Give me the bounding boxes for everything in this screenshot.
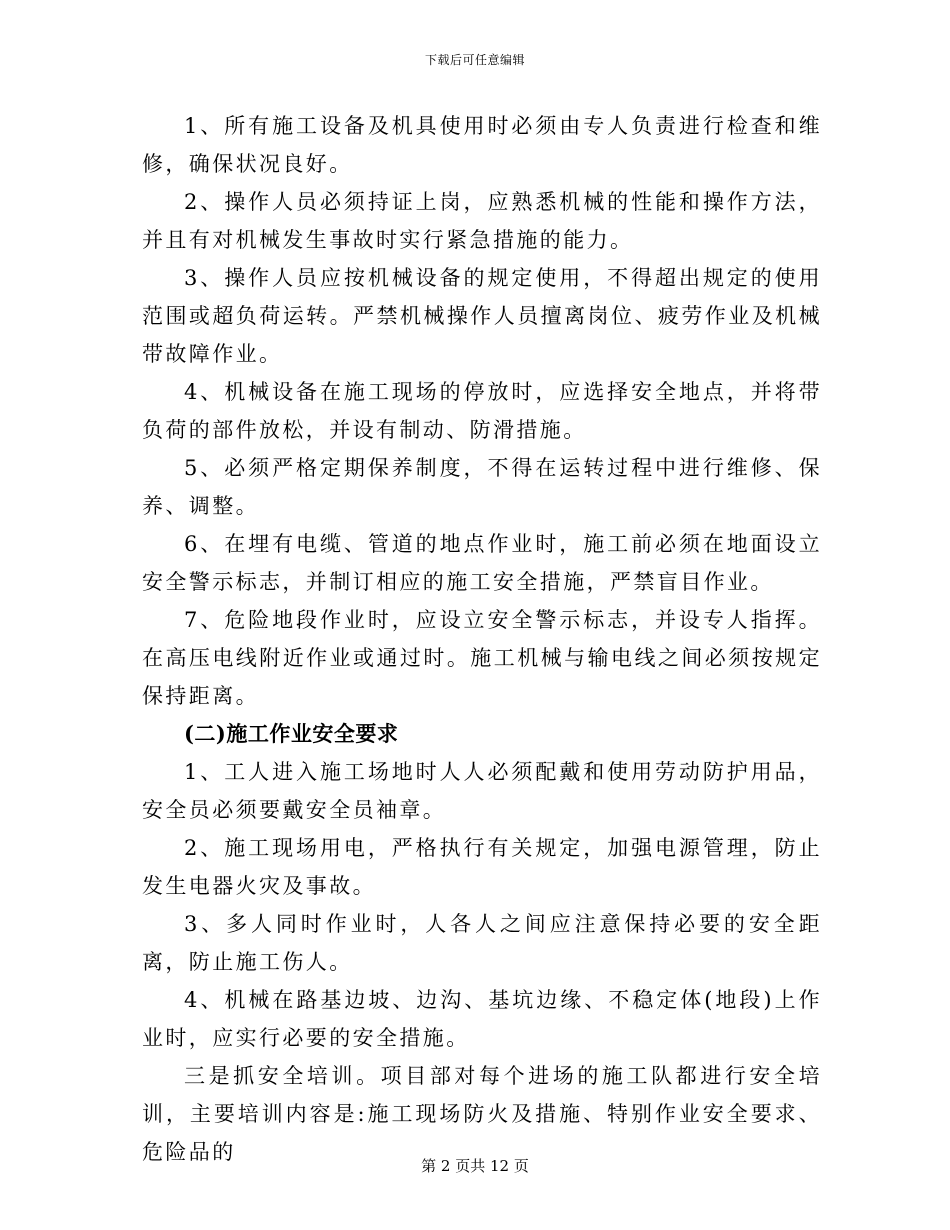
- paragraph: 5、必须严格定期保养制度，不得在运转过程中进行维修、保养、调整。: [142, 456, 822, 518]
- section-heading: (二)施工作业安全要求: [184, 721, 399, 746]
- paragraph: 3、操作人员应按机械设备的规定使用，不得超出规定的使用范围或超负荷运转。严禁机械操作人员擅离岗位、疲劳作业及机械带故障作业。: [142, 266, 822, 366]
- document-body: [142, 107, 822, 1171]
- paragraph: 4、机械设备在施工现场的停放时，应选择安全地点，并将带负荷的部件放松，并设有制动、防滑措施。: [142, 380, 822, 442]
- paragraph: 6、在埋有电缆、管道的地点作业时，施工前必须在地面设立安全警示标志，并制订相应的施工安全措施，严禁盲目作业。: [142, 532, 822, 594]
- paragraph: 7、危险地段作业时，应设立安全警示标志，并设专人指挥。在高压电线附近作业或通过时。施工机械与输电线之间必须按规定保持距离。: [142, 608, 822, 708]
- page-header: 下载后可任意编辑: [424, 53, 525, 67]
- page-footer: 第 2 页共 12 页: [421, 1157, 529, 1175]
- paragraph: 三是抓安全培训。项目部对每个进场的施工队都进行安全培训，主要培训内容是:施工现场防火及措施、特别作业安全要求、危险品的: [142, 1064, 822, 1164]
- paragraph: 1、工人进入施工场地时人人必须配戴和使用劳动防护用品，安全员必须要戴安全员袖章。: [142, 760, 822, 822]
- paragraph: 4、机械在路基边坡、边沟、基坑边缘、不稳定体(地段)上作业时，应实行必要的安全措施。: [142, 988, 822, 1050]
- paragraph: 1、所有施工设备及机具使用时必须由专人负责进行检查和维修，确保状况良好。: [142, 114, 822, 176]
- paragraph: 2、操作人员必须持证上岗，应熟悉机械的性能和操作方法，并且有对机械发生事故时实行紧急措施的能力。: [142, 190, 822, 252]
- paragraph: 2、施工现场用电，严格执行有关规定，加强电源管理，防止发生电器火灾及事故。: [142, 836, 822, 898]
- paragraph: 3、多人同时作业时，人各人之间应注意保持必要的安全距离，防止施工伤人。: [142, 912, 822, 974]
